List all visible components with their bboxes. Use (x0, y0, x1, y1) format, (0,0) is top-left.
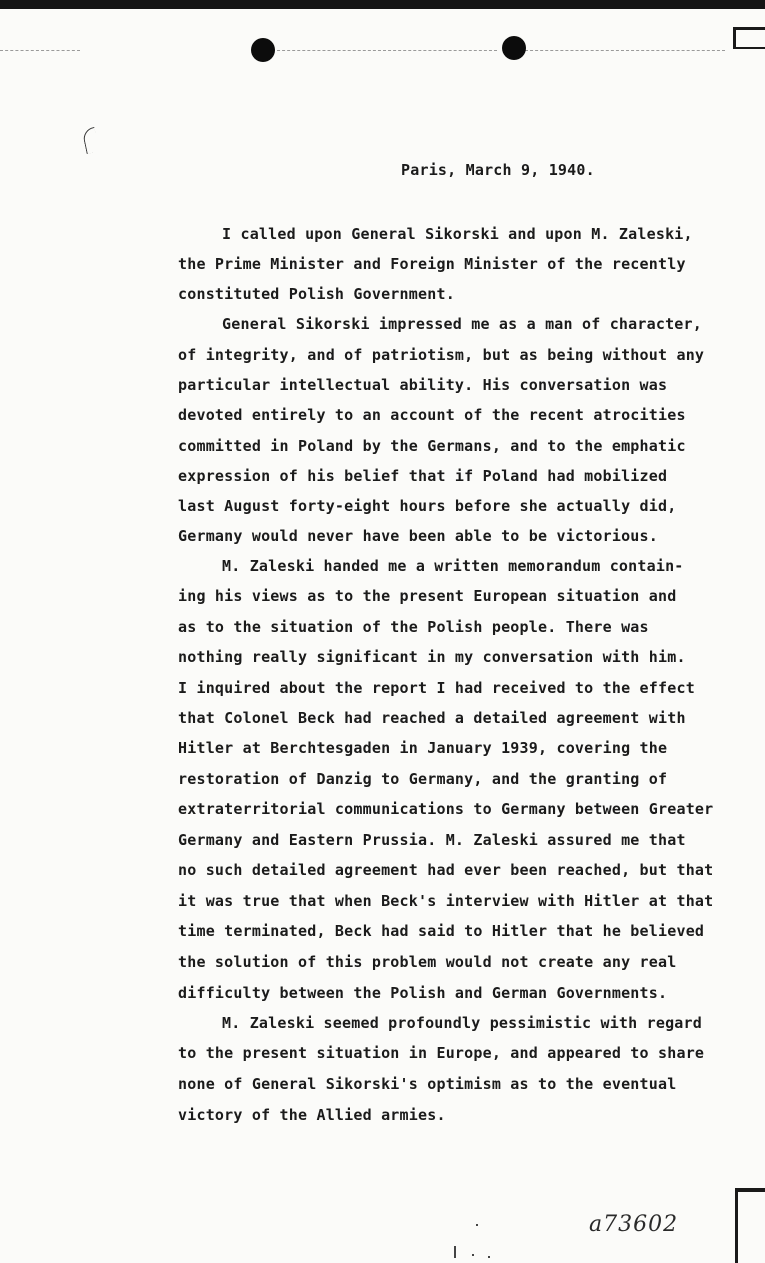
text-line: the solution of this problem would not create any real (178, 953, 677, 971)
text-line: of integrity, and of patriotism, but as being without any (178, 346, 705, 364)
text-line: restoration of Danzig to Germany, and the granting of (178, 770, 668, 788)
text-line: that Colonel Beck had reached a detailed agreement with (178, 709, 686, 727)
punch-hole-left (251, 38, 275, 62)
text-line: I called upon General Sikorski and upon M. Zaleski, (222, 225, 693, 243)
scan-speck (454, 1246, 456, 1258)
text-line: Germany would never have been able to be victorious. (178, 527, 658, 545)
text-line: devoted entirely to an account of the recent atrocities (178, 406, 686, 424)
text-line: to the present situation in Europe, and appeared to share (178, 1044, 705, 1062)
corner-mark-top-right (733, 27, 765, 49)
text-line: nothing really significant in my conversation with him. (178, 648, 686, 666)
text-line: victory of the Allied armies. (178, 1106, 446, 1124)
text-line: General Sikorski impressed me as a man of character, (222, 315, 702, 333)
text-line: the Prime Minister and Foreign Minister of the recently (178, 255, 686, 273)
text-line: Hitler at Berchtesgaden in January 1939, covering the (178, 739, 668, 757)
scan-speck (488, 1256, 490, 1258)
scan-line-left (0, 50, 80, 52)
scan-speck (476, 1224, 478, 1226)
text-line: ing his views as to the present European situation and (178, 587, 677, 605)
text-line: Germany and Eastern Prussia. M. Zaleski assured me that (178, 831, 686, 849)
scan-top-edge (0, 0, 765, 9)
handwritten-archive-number: a73602 (589, 1212, 679, 1237)
text-line: M. Zaleski seemed profoundly pessimistic with regard (222, 1014, 702, 1032)
text-line: time terminated, Beck had said to Hitler that he believed (178, 922, 705, 940)
scan-line-middle (272, 50, 497, 52)
text-line: constituted Polish Government. (178, 285, 455, 303)
text-line: committed in Poland by the Germans, and to the emphatic (178, 437, 686, 455)
text-line: last August forty-eight hours before she actually did, (178, 497, 677, 515)
scan-speck (472, 1254, 474, 1256)
text-line: as to the situation of the Polish people. There was (178, 618, 649, 636)
text-line: it was true that when Beck's interview with Hitler at that (178, 892, 714, 910)
text-line: none of General Sikorski's optimism as to the eventual (178, 1075, 677, 1093)
punch-hole-right (502, 36, 526, 60)
text-line: expression of his belief that if Poland had mobilized (178, 467, 668, 485)
text-line: difficulty between the Polish and German Governments. (178, 984, 668, 1002)
corner-mark-bottom-right (735, 1188, 765, 1263)
text-line: I inquired about the report I had received to the effect (178, 679, 695, 697)
text-line: extraterritorial communications to Germany between Greater (178, 800, 714, 818)
margin-pencil-mark (82, 127, 100, 154)
text-line: M. Zaleski handed me a written memorandum contain- (222, 557, 684, 575)
text-line: particular intellectual ability. His conversation was (178, 376, 668, 394)
scan-line-right (525, 50, 725, 52)
text-line: no such detailed agreement had ever been reached, but that (178, 861, 714, 879)
dateline: Paris, March 9, 1940. (401, 161, 595, 179)
